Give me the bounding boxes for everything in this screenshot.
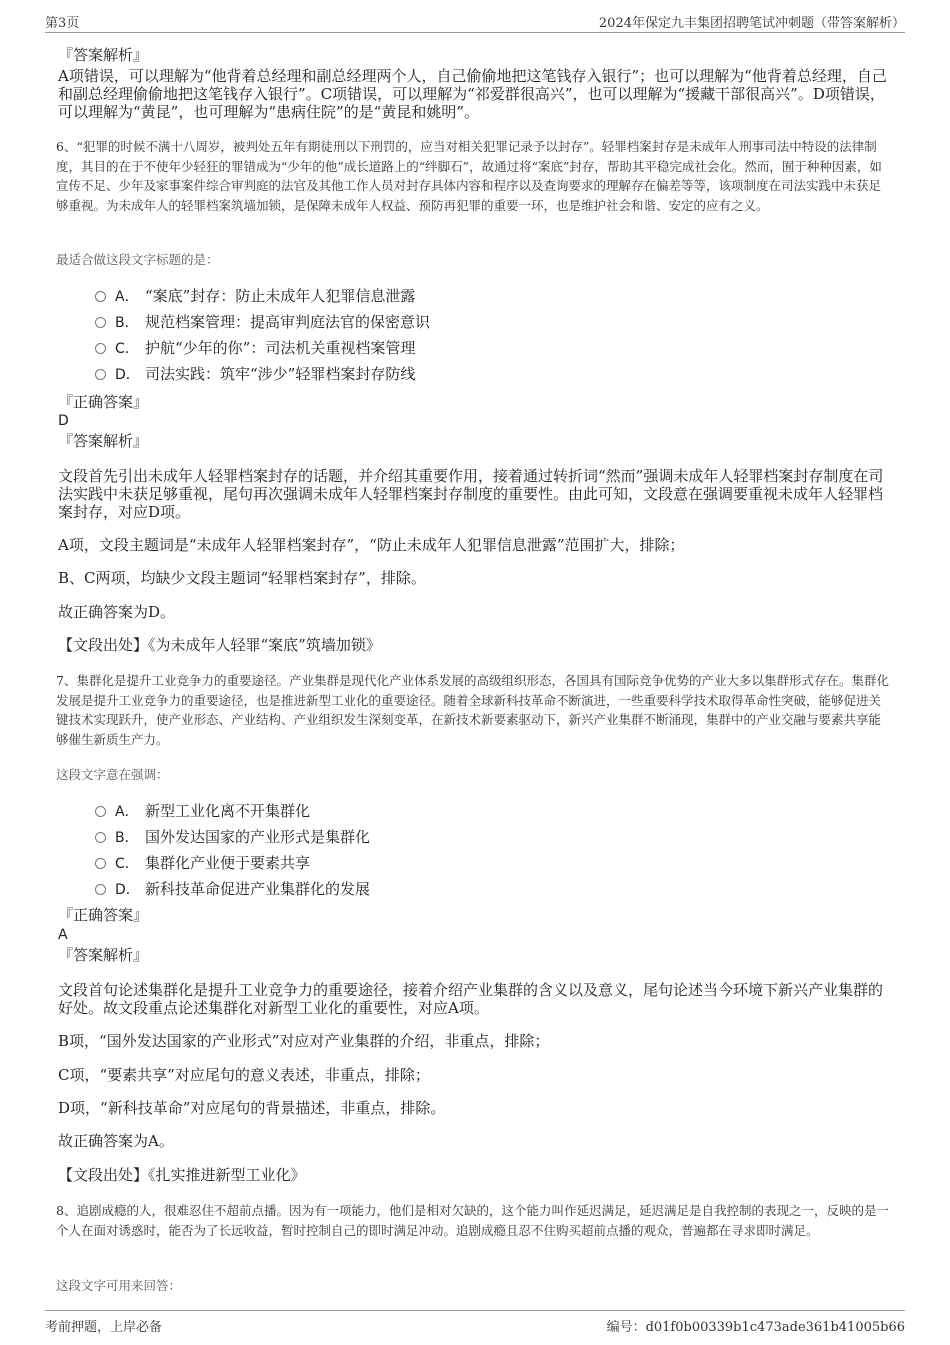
q6-option-a[interactable]: A． “案底”封存：防止未成年人犯罪信息泄露 xyxy=(95,286,415,307)
q7-answer-label: 『正确答案』 xyxy=(58,906,149,924)
footer-slogan: 考前押题，上岸必备 xyxy=(45,1320,163,1335)
document-title: 2024年保定九丰集团招聘笔试冲刺题（带答案解析） xyxy=(598,16,905,31)
question-8-prompt: 这段文字可用来回答： xyxy=(56,1278,182,1293)
q6-analysis-para-3: B、C两项，均缺少文段主题词“轻罪档案封存”，排除。 xyxy=(58,569,426,587)
radio-icon[interactable] xyxy=(95,858,106,869)
q7-answer: A xyxy=(58,927,68,943)
q6-analysis-label: 『答案解析』 xyxy=(58,432,149,450)
question-7-text: 7、集群化是提升工业竞争力的重要途径。产业集群是现代化产业体系发展的高级组织形态，各国具有国际竞争优势的产业大多以集群形式存在。集群化发展是提升工业竞争力的重要途径，也是推进新型工业化的重要途径。随着全球新科技革命不断演进，一些重要科学技术取得革命性突破，能够促进关键技术实现跃升，使产业形态、产业结构、产业组织发生深刻变革，在新技术新要素驱动下，新兴产业集群不断涌现，集群中的产业交融与要素共享能够催生新质生产力。 xyxy=(56,673,889,747)
radio-icon[interactable] xyxy=(95,369,106,380)
document-code: 编号：d01f0b00339b1c473ade361b41005b66 xyxy=(606,1320,905,1335)
question-7-prompt: 这段文字意在强调： xyxy=(56,767,169,782)
q7-source: 【文段出处】《扎实推进新型工业化》 xyxy=(58,1166,306,1184)
radio-icon[interactable] xyxy=(95,291,106,302)
q6-answer: D xyxy=(58,413,69,429)
q6-analysis-para-2: A项，文段主题词是“未成年人轻罪档案封存”，“防止未成年人犯罪信息泄露”范围扩大，排除； xyxy=(58,536,685,554)
q6-answer-label: 『正确答案』 xyxy=(58,393,149,411)
page-footer xyxy=(45,1310,905,1335)
page-number: 第3页 xyxy=(45,16,80,31)
prev-analysis-text: A项错误，可以理解为“他背着总经理和副总经理两个人，自己偷偷地把这笔钱存入银行”；也可以理解为“他背着总经理，自己和副总经理偷偷地把这笔钱存入银行”。C项错误，可以理解为“祁爱群很高兴”，也可以理解为“援藏干部很高兴”。D项错误，可以理解为“黄昆”，也可理解为“患病住院”的是“黄昆和姚明”。 xyxy=(58,67,887,121)
q7-analysis-para-5: 故正确答案为A。 xyxy=(58,1132,174,1150)
q7-analysis-para-4: D项，“新科技革命”对应尾句的背景描述，非重点，排除。 xyxy=(58,1099,446,1117)
q6-option-d[interactable]: D． 司法实践：筑牢“涉少”轻罪档案封存防线 xyxy=(95,364,415,385)
q6-option-c[interactable]: C． 护航“少年的你”：司法机关重视档案管理 xyxy=(95,338,415,359)
q7-option-c[interactable]: C． 集群化产业便于要素共享 xyxy=(95,853,310,874)
q6-option-b[interactable]: B． 规范档案管理：提高审判庭法官的保密意识 xyxy=(95,312,430,333)
q7-option-a[interactable]: A． 新型工业化离不开集群化 xyxy=(95,801,310,822)
question-6-text: 6、“犯罪的时候不满十八周岁，被判处五年有期徒刑以下刑罚的，应当对相关犯罪记录予以封存”。轻罪档案封存是未成年人刑事司法中特设的法律制度，其目的在于不使年少轻狂的罪错成为“少年的他”成长道路上的“绊脚石”，故通过将“案底”封存，帮助其平稳完成社会化。然而，囿于种种因素，如宣传不足、少年及家事案件综合审判庭的法官及其他工作人员对封存具体内容和程序以及查询要求的理解存在偏差等等，该项制度在司法实践中未获足够重视。为未成年人的轻罪档案筑墙加锁，是保障未成年人权益、预防再犯罪的重要一环，也是维护社会和谐、安定的应有之义。 xyxy=(56,139,882,213)
q6-analysis-para-4: 故正确答案为D。 xyxy=(58,603,176,621)
q6-source: 【文段出处】《为未成年人轻罪“案底”筑墙加锁》 xyxy=(58,636,381,654)
q7-analysis-para-1: 文段首句论述集群化是提升工业竞争力的重要途径，接着介绍产业集群的含义以及意义，尾句论述当今环境下新兴产业集群的好处。故文段重点论述集群化对新型工业化的重要性，对应A项。 xyxy=(58,981,884,1017)
radio-icon[interactable] xyxy=(95,884,106,895)
q7-option-d[interactable]: D． 新科技革命促进产业集群化的发展 xyxy=(95,879,370,900)
radio-icon[interactable] xyxy=(95,806,106,817)
radio-icon[interactable] xyxy=(95,832,106,843)
radio-icon[interactable] xyxy=(95,317,106,328)
radio-icon[interactable] xyxy=(95,343,106,354)
page-header xyxy=(45,10,905,33)
q6-analysis-para-1: 文段首先引出未成年人轻罪档案封存的话题，并介绍其重要作用，接着通过转折词“然而”强调未成年人轻罪档案封存制度在司法实践中未获足够重视，尾句再次强调未成年人轻罪档案封存制度的重要性。由此可知，文段意在强调要重视未成年人轻罪档案封存，对应D项。 xyxy=(58,467,884,521)
prev-analysis-label: 『答案解析』 xyxy=(58,46,149,64)
q7-analysis-para-3: C项，“要素共享”对应尾句的意义表述，非重点，排除； xyxy=(58,1066,430,1084)
question-8-text: 8、追剧成瘾的人，很难忍住不超前点播。因为有一项能力，他们是相对欠缺的，这个能力叫作延迟满足，延迟满足是自我控制的表现之一，反映的是一个人在面对诱惑时，能否为了长远收益，暂时控制自己的即时满足冲动。追剧成瘾且忍不住购买超前点播的观众，普遍都在寻求即时满足。 xyxy=(56,1203,889,1238)
question-6-prompt: 最适合做这段文字标题的是： xyxy=(56,252,219,267)
q7-analysis-para-2: B项，“国外发达国家的产业形式”对应对产业集群的介绍，非重点，排除； xyxy=(58,1032,550,1050)
q7-analysis-label: 『答案解析』 xyxy=(58,946,149,964)
q7-option-b[interactable]: B． 国外发达国家的产业形式是集群化 xyxy=(95,827,370,848)
